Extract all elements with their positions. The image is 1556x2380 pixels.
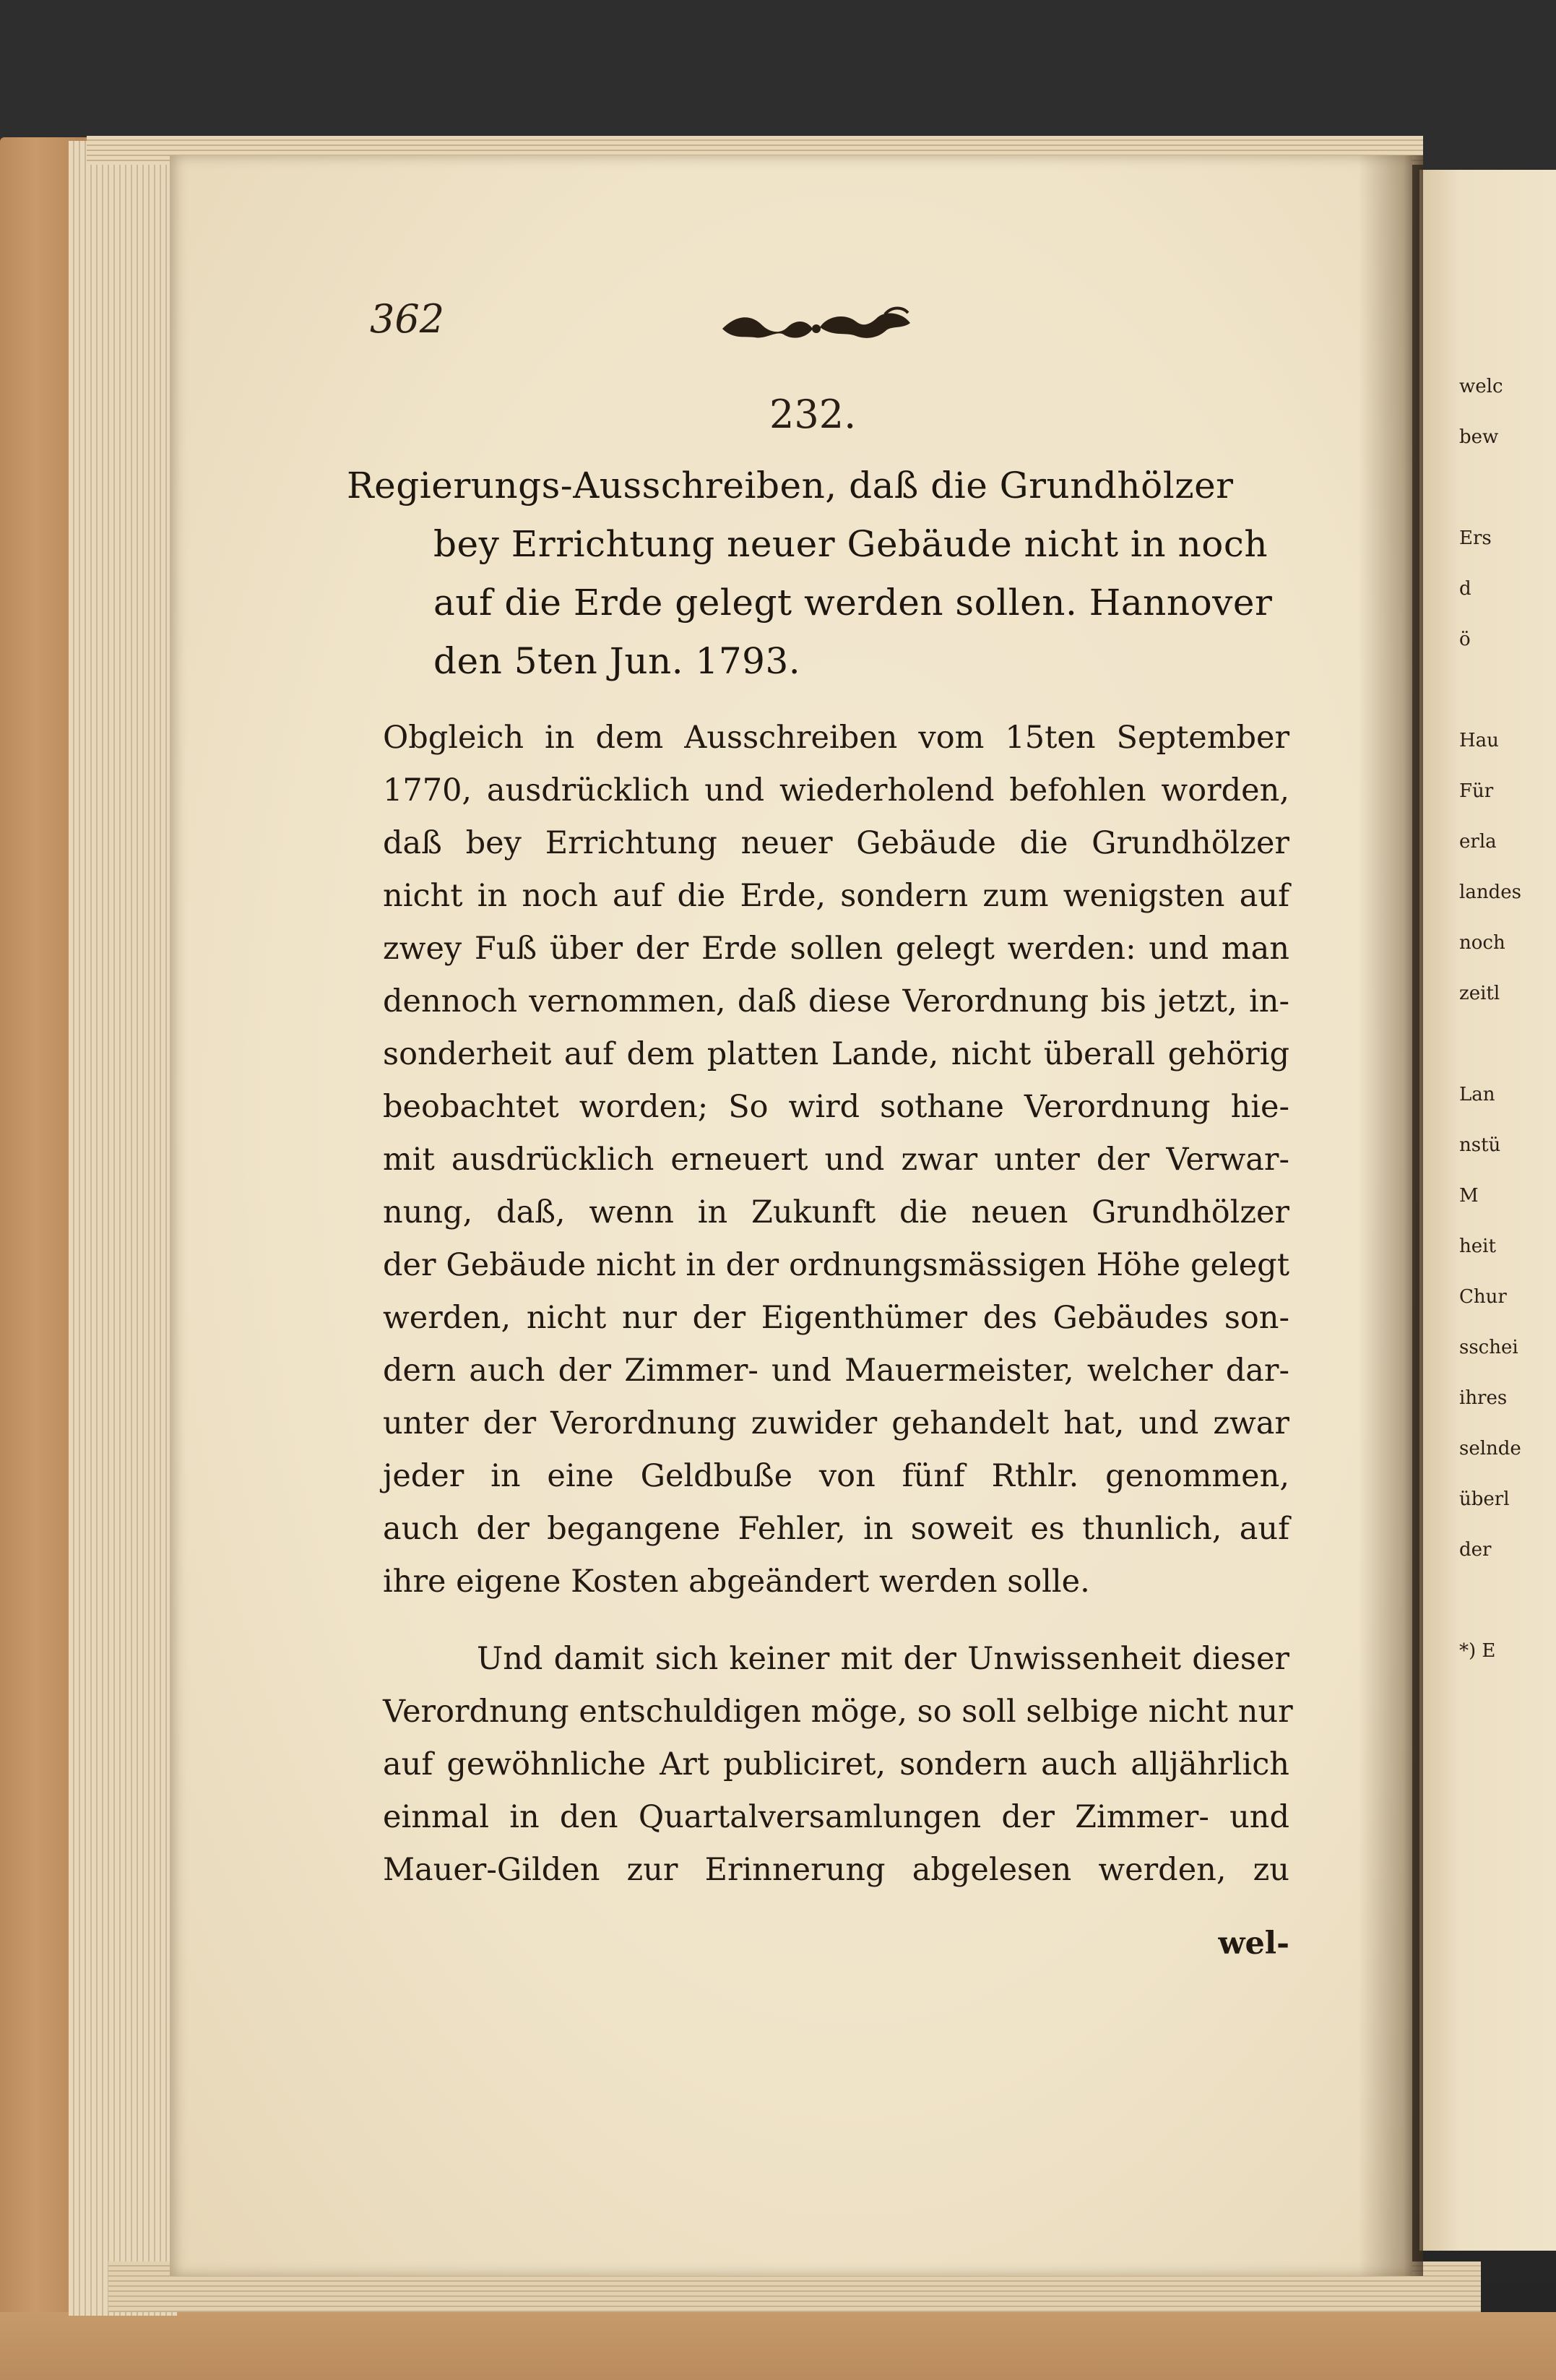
gutter-shadow [1358, 155, 1423, 2276]
text-line: sonderheit auf dem platten Lande, nicht überall gehörig [383, 1036, 1289, 1072]
title-line: Regierungs-Ausschreiben, daß die Grundhölzer [347, 465, 1234, 506]
text-line: daß bey Errichtung neuer Gebäude die Grundhölzer [383, 825, 1289, 861]
text-line: ihre eigene Kosten abgeändert werden solle. [383, 1564, 1090, 1600]
adjacent-page-fragments: welc bew Ers d ö Hau Für erla landes noch zeitl Lan nstü M heit Chur sschei ihres selnde überl der *) E [1459, 376, 1521, 1662]
page-stack-left [69, 141, 177, 2316]
page-number: 362 [370, 296, 445, 342]
text-line: 1770, ausdrücklich und wiederholend befohlen worden, [383, 772, 1289, 809]
title-line: bey Errichtung neuer Gebäude nicht in noch [433, 523, 1268, 565]
text-line: werden, nicht nur der Eigenthümer des Gebäudes son- [383, 1300, 1289, 1336]
text-line: nicht in noch auf die Erde, sondern zum wenigsten auf [383, 878, 1289, 914]
text-line: auf gewöhnliche Art publiciret, sondern auch alljährlich [383, 1746, 1289, 1782]
text-line: zwey Fuß über der Erde sollen gelegt werden: und man [383, 931, 1289, 967]
text-line: Obgleich in dem Ausschreiben vom 15ten September [383, 720, 1289, 756]
text-line: Mauer-Gilden zur Erinnerung abgelesen werden, zu [383, 1852, 1289, 1888]
title-line: den 5ten Jun. 1793. [433, 640, 801, 682]
title-line: auf die Erde gelegt werden sollen. Hannover [433, 582, 1273, 624]
text-line: dern auch der Zimmer- und Mauermeister, welcher dar- [383, 1353, 1289, 1389]
text-line: der Gebäude nicht in der ordnungsmässigen Höhe gelegt [383, 1247, 1289, 1283]
text-line: Und damit sich keiner mit der Unwissenheit dieser [477, 1641, 1289, 1677]
entry-title [347, 457, 1293, 691]
text-line: mit ausdrücklich erneuert und zwar unter der Verwar- [383, 1142, 1289, 1178]
text-line: unter der Verordnung zuwider gehandelt hat, und zwar [383, 1405, 1289, 1441]
text-line: nung, daß, wenn in Zukunft die neuen Grundhölzer [383, 1194, 1289, 1230]
text-line: auch der begangene Fehler, in soweit es thunlich, auf [383, 1511, 1289, 1547]
text-line: Verordnung entschuldigen möge, so soll selbige nicht nur [383, 1694, 1293, 1730]
book-cover-bottom [0, 2312, 1556, 2380]
ornament-icon [719, 300, 914, 350]
text-line: jeder in eine Geldbuße von fünf Rthlr. genommen, [383, 1458, 1289, 1494]
entry-number: 232. [769, 392, 857, 437]
text-line: einmal in den Quartalversamlungen der Zimmer- und [383, 1799, 1289, 1835]
text-line: dennoch vernommen, daß diese Verordnung bis jetzt, in- [383, 983, 1289, 1019]
text-line: beobachtet worden; So wird sothane Verordnung hie- [383, 1089, 1289, 1125]
catchword: wel- [1218, 1926, 1289, 1962]
paragraph-2 [383, 1633, 1293, 1897]
paragraph-1 [383, 712, 1289, 1608]
